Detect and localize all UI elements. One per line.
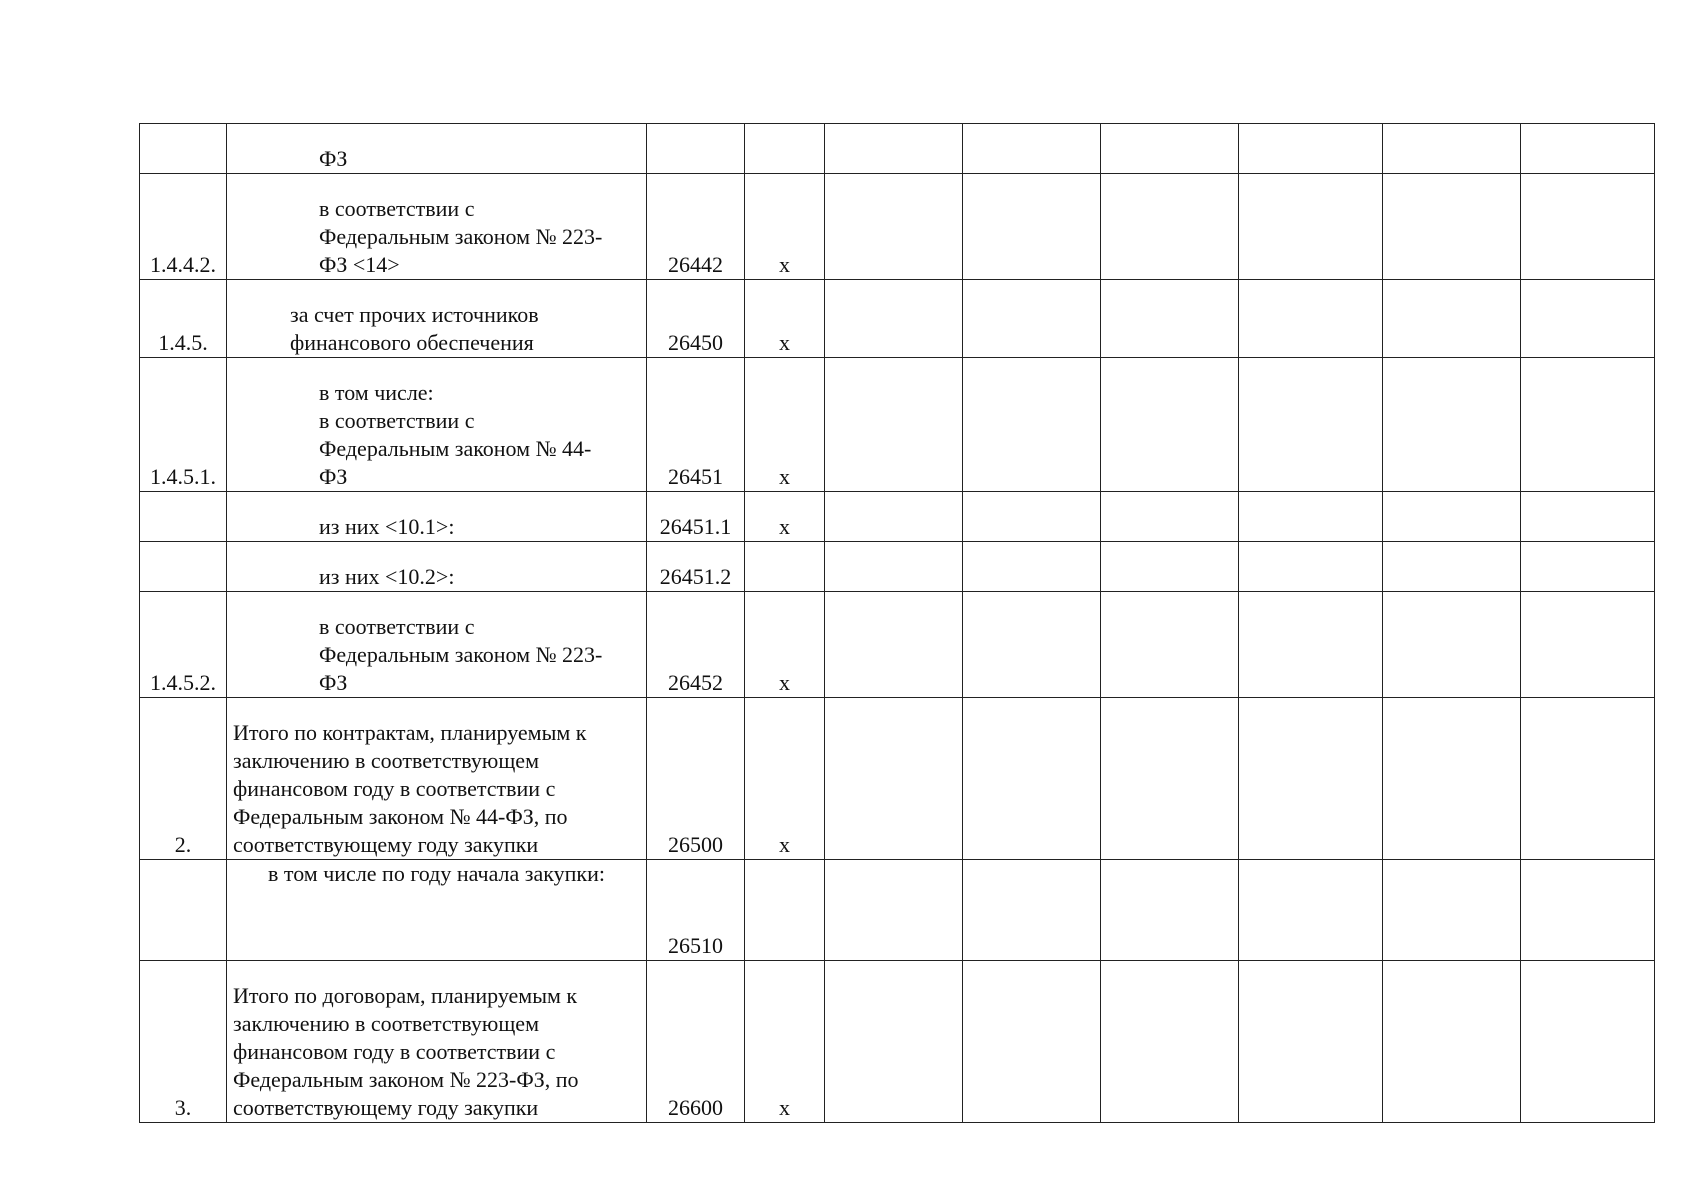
table-row	[140, 358, 1655, 492]
empty-cell	[963, 174, 1101, 280]
table-row	[140, 592, 1655, 698]
empty-cell	[1239, 592, 1383, 698]
empty-cell	[1101, 542, 1239, 592]
empty-cell	[1521, 174, 1655, 280]
empty-cell	[1521, 592, 1655, 698]
row-description	[227, 358, 647, 492]
empty-cell	[1521, 124, 1655, 174]
row-code: 26500	[647, 698, 745, 860]
description-line: Федеральным законом № 223-	[319, 224, 603, 249]
table-row	[140, 124, 1655, 174]
row-code: 26600	[647, 961, 745, 1123]
row-mark: x	[745, 174, 825, 280]
description-line: финансового обеспечения	[290, 330, 534, 355]
description-line: ФЗ <14>	[319, 252, 400, 277]
empty-cell	[1101, 698, 1239, 860]
empty-cell	[1239, 961, 1383, 1123]
empty-cell	[963, 961, 1101, 1123]
empty-cell	[1101, 358, 1239, 492]
empty-cell	[1521, 860, 1655, 961]
row-mark	[745, 124, 825, 174]
row-code: 26451.1	[647, 492, 745, 542]
empty-cell	[1239, 280, 1383, 358]
row-mark: x	[745, 492, 825, 542]
empty-cell	[1239, 542, 1383, 592]
row-mark	[745, 860, 825, 961]
description-line: соответствующему году закупки	[233, 1095, 539, 1120]
description-line: Итого по договорам, планируемым к	[233, 983, 578, 1008]
table-row	[140, 698, 1655, 860]
description-line: ФЗ	[319, 670, 348, 695]
row-description	[227, 860, 647, 961]
table-row	[140, 860, 1655, 961]
row-mark: x	[745, 961, 825, 1123]
empty-cell	[825, 698, 963, 860]
description-line: Итого по контрактам, планируемым к	[233, 720, 587, 745]
row-code	[647, 124, 745, 174]
row-mark: x	[745, 698, 825, 860]
table-row	[140, 492, 1655, 542]
row-description	[227, 492, 647, 542]
description-line: из них <10.1>:	[319, 514, 455, 539]
empty-cell	[1521, 961, 1655, 1123]
row-description	[227, 542, 647, 592]
row-description	[227, 174, 647, 280]
empty-cell	[825, 542, 963, 592]
empty-cell	[1239, 698, 1383, 860]
description-line: в том числе:	[319, 380, 434, 405]
row-number: 1.4.5.1.	[140, 358, 227, 492]
empty-cell	[825, 961, 963, 1123]
empty-cell	[963, 592, 1101, 698]
table-row	[140, 174, 1655, 280]
empty-cell	[1239, 124, 1383, 174]
row-description	[227, 592, 647, 698]
row-code: 26450	[647, 280, 745, 358]
empty-cell	[1383, 280, 1521, 358]
empty-cell	[825, 280, 963, 358]
empty-cell	[963, 124, 1101, 174]
empty-cell	[963, 698, 1101, 860]
empty-cell	[1521, 358, 1655, 492]
empty-cell	[1101, 174, 1239, 280]
row-description	[227, 124, 647, 174]
empty-cell	[1383, 860, 1521, 961]
description-line: в том числе по году начала закупки:	[268, 861, 605, 886]
description-line: ФЗ	[319, 146, 348, 171]
description-line: соответствующему году закупки	[233, 832, 539, 857]
empty-cell	[1101, 492, 1239, 542]
empty-cell	[825, 358, 963, 492]
empty-cell	[1239, 492, 1383, 542]
row-description	[227, 961, 647, 1123]
row-number: 1.4.5.	[140, 280, 227, 358]
row-number	[140, 492, 227, 542]
description-line: в соответствии с	[319, 614, 475, 639]
description-line: Федеральным законом № 44-	[319, 436, 592, 461]
row-code: 26451.2	[647, 542, 745, 592]
empty-cell	[1239, 174, 1383, 280]
empty-cell	[1383, 542, 1521, 592]
empty-cell	[1101, 860, 1239, 961]
row-number	[140, 860, 227, 961]
description-line: финансовом году в соответствии с	[233, 1039, 556, 1064]
empty-cell	[963, 492, 1101, 542]
empty-cell	[825, 124, 963, 174]
empty-cell	[1383, 174, 1521, 280]
empty-cell	[963, 860, 1101, 961]
row-mark	[745, 542, 825, 592]
table-body	[140, 124, 1655, 1123]
table-row	[140, 280, 1655, 358]
empty-cell	[825, 174, 963, 280]
description-line: Федеральным законом № 223-ФЗ, по	[233, 1067, 579, 1092]
description-line: Федеральным законом № 223-	[319, 642, 603, 667]
empty-cell	[1239, 358, 1383, 492]
description-line: Федеральным законом № 44-ФЗ, по	[233, 804, 568, 829]
empty-cell	[1101, 124, 1239, 174]
empty-cell	[1383, 358, 1521, 492]
empty-cell	[1239, 860, 1383, 961]
table-row	[140, 542, 1655, 592]
empty-cell	[1521, 280, 1655, 358]
report-table	[139, 123, 1655, 1123]
row-number	[140, 542, 227, 592]
row-mark: x	[745, 358, 825, 492]
row-number	[140, 124, 227, 174]
empty-cell	[1101, 592, 1239, 698]
empty-cell	[1383, 961, 1521, 1123]
row-number: 3.	[140, 961, 227, 1123]
empty-cell	[963, 542, 1101, 592]
empty-cell	[1101, 961, 1239, 1123]
row-code: 26451	[647, 358, 745, 492]
description-line: за счет прочих источников	[290, 302, 539, 327]
description-line: ФЗ	[319, 464, 348, 489]
row-description	[227, 280, 647, 358]
description-line: заключению в соответствующем	[233, 1011, 539, 1036]
description-line: в соответствии с	[319, 196, 475, 221]
row-mark: x	[745, 592, 825, 698]
empty-cell	[1383, 592, 1521, 698]
row-mark: x	[745, 280, 825, 358]
empty-cell	[825, 492, 963, 542]
empty-cell	[1101, 280, 1239, 358]
row-code: 26452	[647, 592, 745, 698]
empty-cell	[1383, 698, 1521, 860]
table-row	[140, 961, 1655, 1123]
description-line: из них <10.2>:	[319, 564, 455, 589]
empty-cell	[963, 358, 1101, 492]
empty-cell	[1521, 492, 1655, 542]
description-line: финансовом году в соответствии с	[233, 776, 556, 801]
description-line: в соответствии с	[319, 408, 475, 433]
empty-cell	[963, 280, 1101, 358]
empty-cell	[1521, 542, 1655, 592]
empty-cell	[1383, 492, 1521, 542]
row-number: 2.	[140, 698, 227, 860]
row-code: 26442	[647, 174, 745, 280]
empty-cell	[1521, 698, 1655, 860]
row-number: 1.4.5.2.	[140, 592, 227, 698]
row-number: 1.4.4.2.	[140, 174, 227, 280]
row-code: 26510	[647, 860, 745, 961]
row-description	[227, 698, 647, 860]
empty-cell	[1383, 124, 1521, 174]
empty-cell	[825, 592, 963, 698]
empty-cell	[825, 860, 963, 961]
description-line: заключению в соответствующем	[233, 748, 539, 773]
